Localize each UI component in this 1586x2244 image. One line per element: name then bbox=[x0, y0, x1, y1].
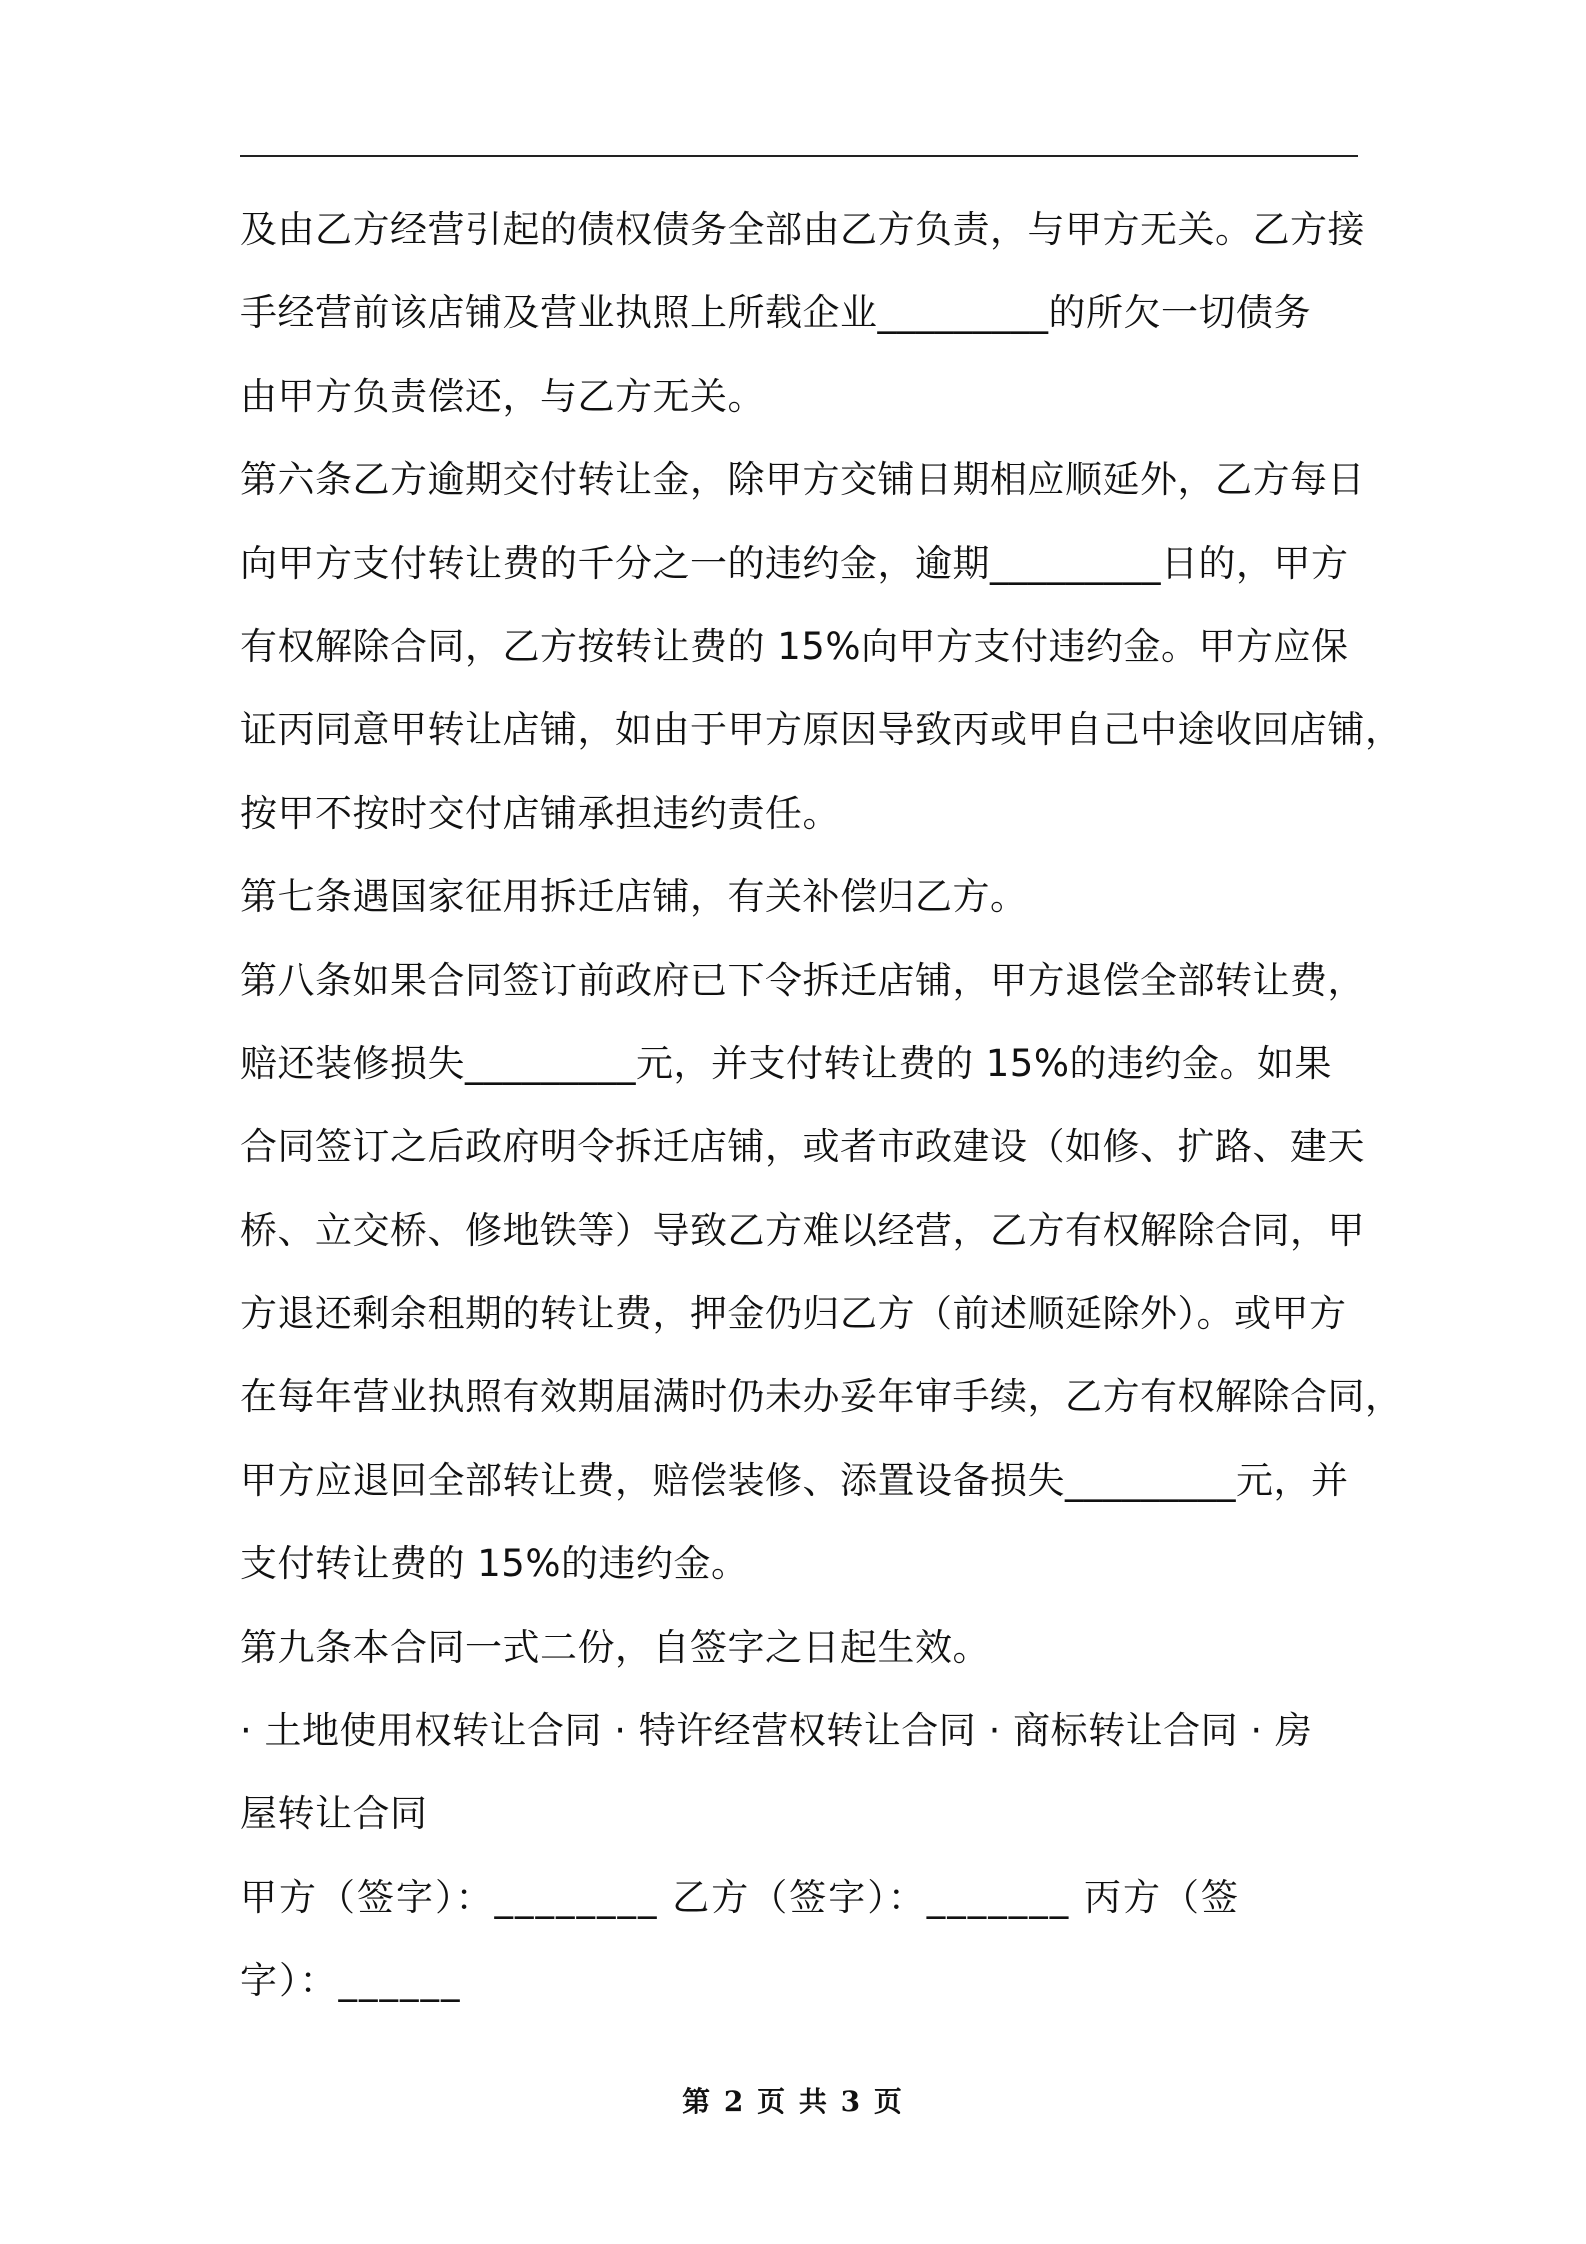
text-line: 及由乙方经营引起的债权债务全部由乙方负责，与甲方无关。乙方接 bbox=[240, 208, 1365, 251]
text-line: 手经营前该店铺及营业执照上所载企业_________的所欠一切债务 bbox=[240, 291, 1311, 335]
page-number-footer: 第 2 页 共 3 页 bbox=[682, 2085, 904, 2118]
text-line: 由甲方负责偿还，与乙方无关。 bbox=[240, 374, 765, 418]
text-line: 赔还装修损失_________元，并支付转让费的 15%的违约金。如果 bbox=[240, 1041, 1332, 1085]
text-line: 支付转让费的 15%的违约金。 bbox=[240, 1542, 749, 1586]
text-line: 第六条乙方逾期交付转让金，除甲方交铺日期相应顺延外，乙方每日 bbox=[240, 458, 1365, 502]
text-line: 第八条如果合同签订前政府已下令拆迁店铺，甲方退偿全部转让费， bbox=[240, 958, 1365, 1002]
related-links-line: · 土地使用权转让合同 · 特许经营权转让合同 · 商标转让合同 · 房 bbox=[240, 1709, 1313, 1753]
text-line: 合同签订之后政府明令拆迁店铺，或者市政建设（如修、扩路、建天 bbox=[240, 1125, 1365, 1169]
header-rule bbox=[240, 155, 1358, 157]
contract-body bbox=[240, 188, 1403, 2023]
text-line: 桥、立交桥、修地铁等）导致乙方难以经营，乙方有权解除合同，甲 bbox=[240, 1208, 1365, 1252]
signature-line: 甲方（签字）：________ 乙方（签字）：_______ 丙方（签 bbox=[240, 1875, 1241, 1919]
text-line: 甲方应退回全部转让费，赔偿装修、添置设备损失_________元，并 bbox=[240, 1458, 1349, 1502]
text-line: 方退还剩余租期的转让费，押金仍归乙方（前述顺延除外）。或甲方 bbox=[240, 1292, 1347, 1336]
text-line: 向甲方支付转让费的千分之一的违约金，逾期_________日的，甲方 bbox=[240, 541, 1349, 585]
text-line: 证丙同意甲转让店铺，如由于甲方原因导致丙或甲自己中途收回店铺， bbox=[240, 708, 1403, 752]
signature-line: 字）：______ bbox=[240, 1959, 462, 2003]
text-line: 在每年营业执照有效期届满时仍未办妥年审手续，乙方有权解除合同， bbox=[240, 1375, 1403, 1419]
text-line: 第九条本合同一式二份，自签字之日起生效。 bbox=[240, 1625, 990, 1669]
text-line: 第七条遇国家征用拆迁店铺，有关补偿归乙方。 bbox=[240, 875, 1028, 919]
text-line: 按甲不按时交付店铺承担违约责任。 bbox=[240, 791, 840, 835]
text-line: 有权解除合同，乙方按转让费的 15%向甲方支付违约金。甲方应保 bbox=[240, 624, 1349, 668]
related-links-line: 屋转让合同 bbox=[240, 1792, 428, 1836]
